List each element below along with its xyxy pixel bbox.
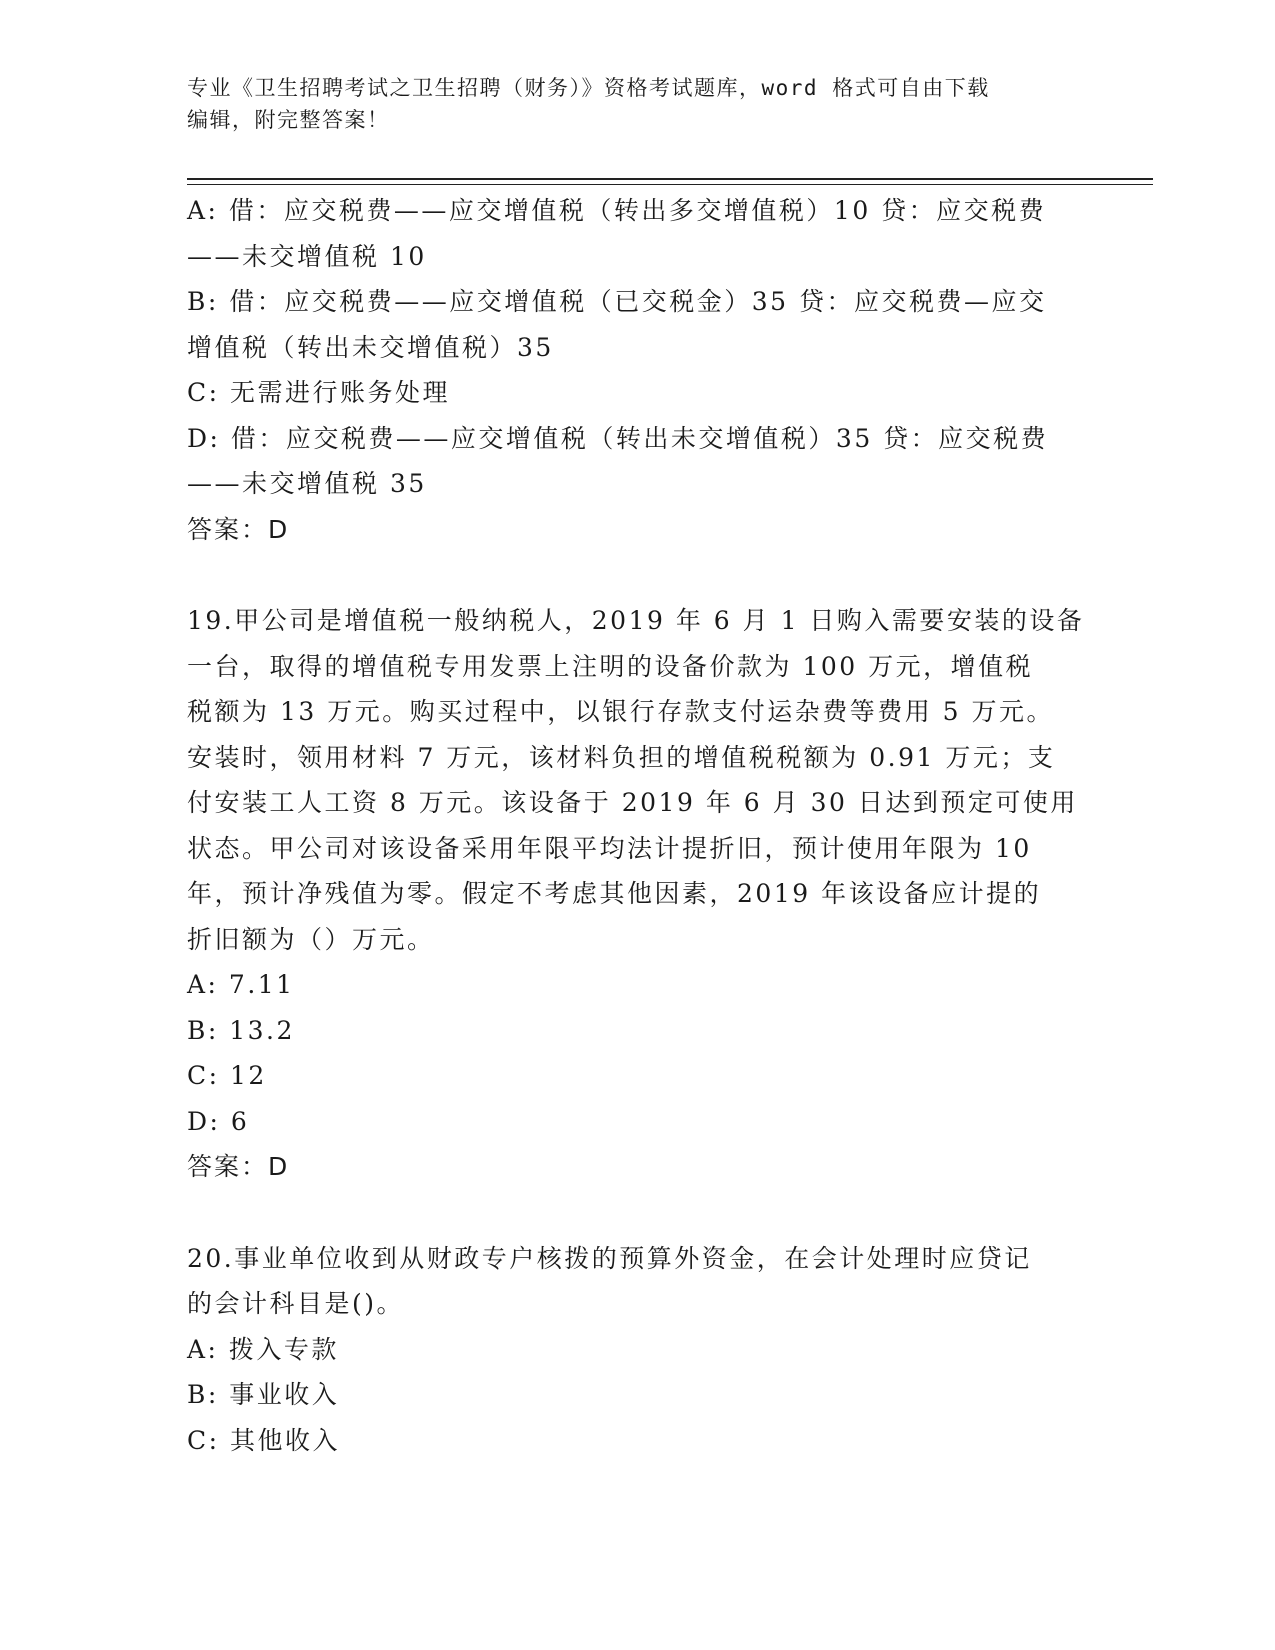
q18-option-b-line-2: 增值税（转出未交增值税）35 [187, 332, 554, 362]
q19-stem-line: 折旧额为（）万元。 [187, 924, 435, 954]
q18-option-a-line-1: A: 借：应交税费——应交增值税（转出多交增值税）10 贷：应交税费 [187, 196, 1047, 225]
q19-stem-line: 年，预计净残值为零。假定不考虑其他因素，2019 年该设备应计提的 [187, 879, 1042, 908]
question-18 [187, 188, 1087, 552]
question-spacer [187, 1190, 1087, 1236]
q18-option-c: C: 无需进行账务处理 [187, 378, 450, 407]
q19-answer: 答案：D [187, 1152, 290, 1181]
q19-stem-line: 一台，取得的增值税专用发票上注明的设备价款为 100 万元，增值税 [187, 651, 1034, 681]
question-20 [187, 1236, 1087, 1464]
q18-option-a-line-2: ——未交增值税 10 [187, 241, 427, 271]
q18-option-b-line-1: B: 借：应交税费——应交增值税（已交税金）35 贷：应交税费—应交 [187, 287, 1047, 316]
q20-stem-line: 20.事业单位收到从财政专户核拨的预算外资金，在会计处理时应贷记 [187, 1243, 1032, 1273]
header-line-1: 专业《卫生招聘考试之卫生招聘（财务）》资格考试题库，word 格式可自由下载 [187, 76, 990, 100]
q19-stem-line: 状态。甲公司对该设备采用年限平均法计提折旧，预计使用年限为 10 [187, 833, 1032, 863]
q18-option-d-line-1: D: 借：应交税费——应交增值税（转出未交增值税）35 贷：应交税费 [187, 423, 1049, 453]
q19-stem-line: 税额为 13 万元。购买过程中，以银行存款支付运杂费等费用 5 万元。 [187, 697, 1055, 726]
q19-option-c: C: 12 [187, 1061, 267, 1090]
q20-option-c: C: 其他收入 [187, 1425, 340, 1455]
q19-option-b: B: 13.2 [187, 1015, 295, 1045]
question-content [187, 188, 1087, 1463]
q18-answer: 答案：D [187, 514, 290, 544]
q20-option-a: A: 拨入专款 [187, 1334, 339, 1364]
q20-stem-line: 的会计科目是()。 [187, 1289, 405, 1318]
q18-option-d-line-2: ——未交增值税 35 [187, 469, 427, 498]
header-divider-thin [187, 184, 1153, 185]
header-divider-thick [187, 178, 1153, 180]
q19-stem-line: 安装时，领用材料 7 万元，该材料负担的增值税税额为 0.91 万元；支 [187, 742, 1056, 772]
q20-option-b: B: 事业收入 [187, 1380, 340, 1409]
q19-stem-line: 付安装工人工资 8 万元。该设备于 2019 年 6 月 30 日达到预定可使用 [187, 788, 1078, 817]
question-19 [187, 598, 1087, 1190]
q19-option-d: D: 6 [187, 1106, 250, 1136]
header-line-2: 编辑，附完整答案！ [187, 108, 390, 132]
q19-stem-line: 19.甲公司是增值税一般纳税人，2019 年 6 月 1 日购入需要安装的设备 [187, 606, 1085, 635]
q19-option-a: A: 7.11 [187, 970, 295, 999]
document-header [187, 72, 1087, 136]
question-spacer [187, 552, 1087, 598]
